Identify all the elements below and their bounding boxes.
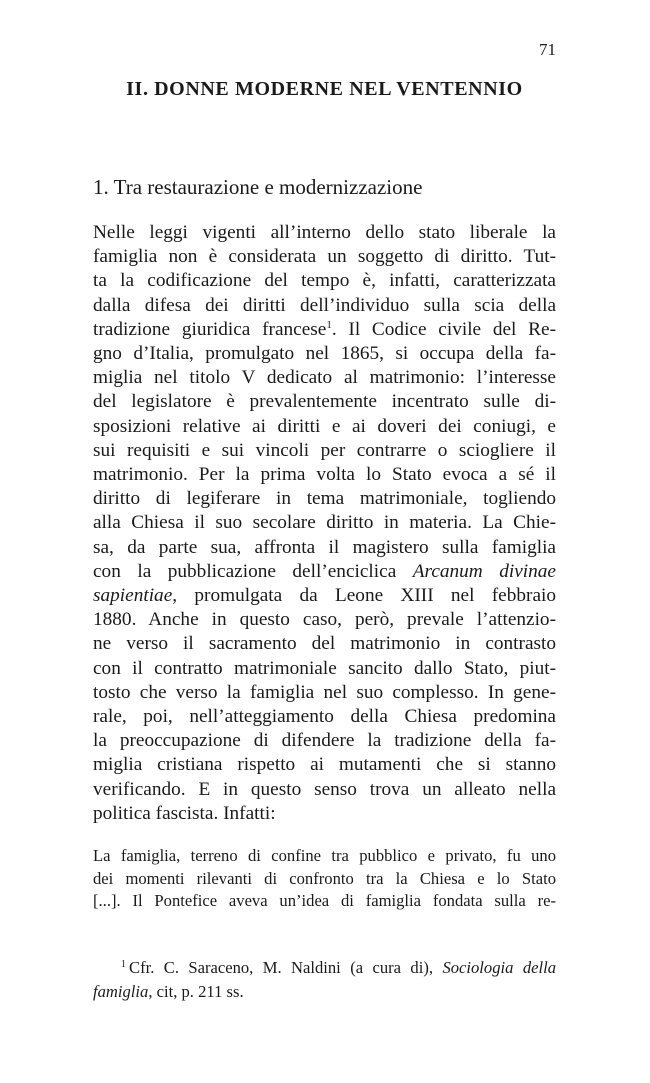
footnote-line — [93, 980, 556, 1004]
body-line: tradizione giuridica francese$^1$. Il Codice civile del Re- — [93, 318, 556, 340]
body-line: 1880. Anche in questo caso, però, prevale l’attenzio- — [93, 609, 556, 631]
body-line: la preoccupazione di difendere la tradizione della fa- — [93, 730, 556, 752]
quote-line: dei momenti rilevanti di confronto tra la Chiesa e lo Stato — [93, 868, 556, 888]
body-line: dalla difesa dei diritti dell’individuo sulla scia della — [93, 294, 556, 316]
body-line-fragment: Il Codice civile del Re- — [348, 318, 556, 340]
body-line: con il contratto matrimoniale sancito dallo Stato, piut- — [93, 657, 556, 679]
quote-line: La famiglia, terreno di confine tra pubblico e privato, fu uno — [93, 846, 556, 865]
body-line: matrimonio. Per la prima volta lo Stato evoca a sé il — [93, 464, 556, 486]
body-line: ta la codificazione del tempo è, infatti, caratterizzata — [93, 270, 556, 292]
body-line: ne verso il sacramento del matrimonio in contrasto — [93, 633, 556, 655]
body-line: sui requisiti e sui vincoli per contrarre o sciogliere il — [93, 439, 556, 461]
body-line — [93, 584, 556, 608]
body-paragraph — [93, 221, 556, 826]
body-line: rale, poi, nell’atteggiamento della Chiesa predomina — [93, 706, 556, 728]
body-line: Nelle leggi vigenti all’interno dello stato liberale la — [93, 222, 556, 243]
chapter-title: II. DONNE MODERNE NEL VENTENNIO — [126, 78, 523, 100]
page-number: 71 — [539, 40, 556, 59]
body-line: tosto che verso la famiglia nel suo complesso. In gene- — [93, 681, 556, 703]
body-line: alla Chiesa il suo secolare diritto in materia. La Chie- — [93, 512, 556, 534]
encyclical-title: Arcanum divinae — [412, 560, 556, 582]
footnote-text: , cit, p. 211 ss. — [148, 982, 244, 1001]
body-line: politica fascista. Infatti: — [93, 802, 276, 824]
body-line-fragment: , promulgata da Leone XIII nel febbraio — [172, 585, 556, 607]
footnote-marker: 1 — [121, 959, 126, 970]
body-line: gno d’Italia, promulgato nel 1865, si occupa della fa- — [93, 343, 556, 365]
body-line-fragment: con la pubblicazione dell’enciclica — [93, 560, 397, 582]
footnote-book-title: famiglia — [93, 982, 149, 1001]
body-line: famiglia non è considerata un soggetto di diritto. Tut- — [93, 246, 556, 268]
footnote-reference[interactable]: 1 — [326, 318, 332, 331]
body-line-fragment: tradizione giuridica francese — [93, 318, 327, 340]
body-line: del legislatore è prevalentemente incentrato sulle di- — [93, 391, 556, 413]
footnote-book-title: Sociologia della — [442, 958, 556, 977]
body-line: sa, da parte sua, affronta il magistero sulla famiglia — [93, 536, 556, 558]
body-line: diritto di legiferare in tema matrimoniale, togliendo — [93, 488, 556, 510]
block-quote — [93, 845, 556, 913]
footnote — [93, 956, 556, 1004]
body-line: miglia nel titolo V dedicato al matrimonio: l’interesse — [93, 367, 556, 389]
body-line: miglia cristiana rispetto ai mutamenti che si stanno — [93, 754, 556, 776]
body-line: verificando. E in questo senso trova un alleato nella — [93, 778, 556, 800]
section-title: 1. Tra restaurazione e modernizzazione — [93, 175, 423, 199]
quote-line: [...]. Il Pontefice aveva un’idea di famiglia fondata sulla re- — [93, 891, 556, 910]
footnote-text: Cfr. C. Saraceno, M. Naldini (a cura di), — [129, 958, 434, 977]
body-line: sposizioni relative ai diritti e ai doveri dei coniugi, e — [93, 415, 556, 437]
body-line — [93, 560, 556, 584]
encyclical-title: sapientiae — [93, 585, 173, 607]
footnote-line — [93, 956, 556, 980]
